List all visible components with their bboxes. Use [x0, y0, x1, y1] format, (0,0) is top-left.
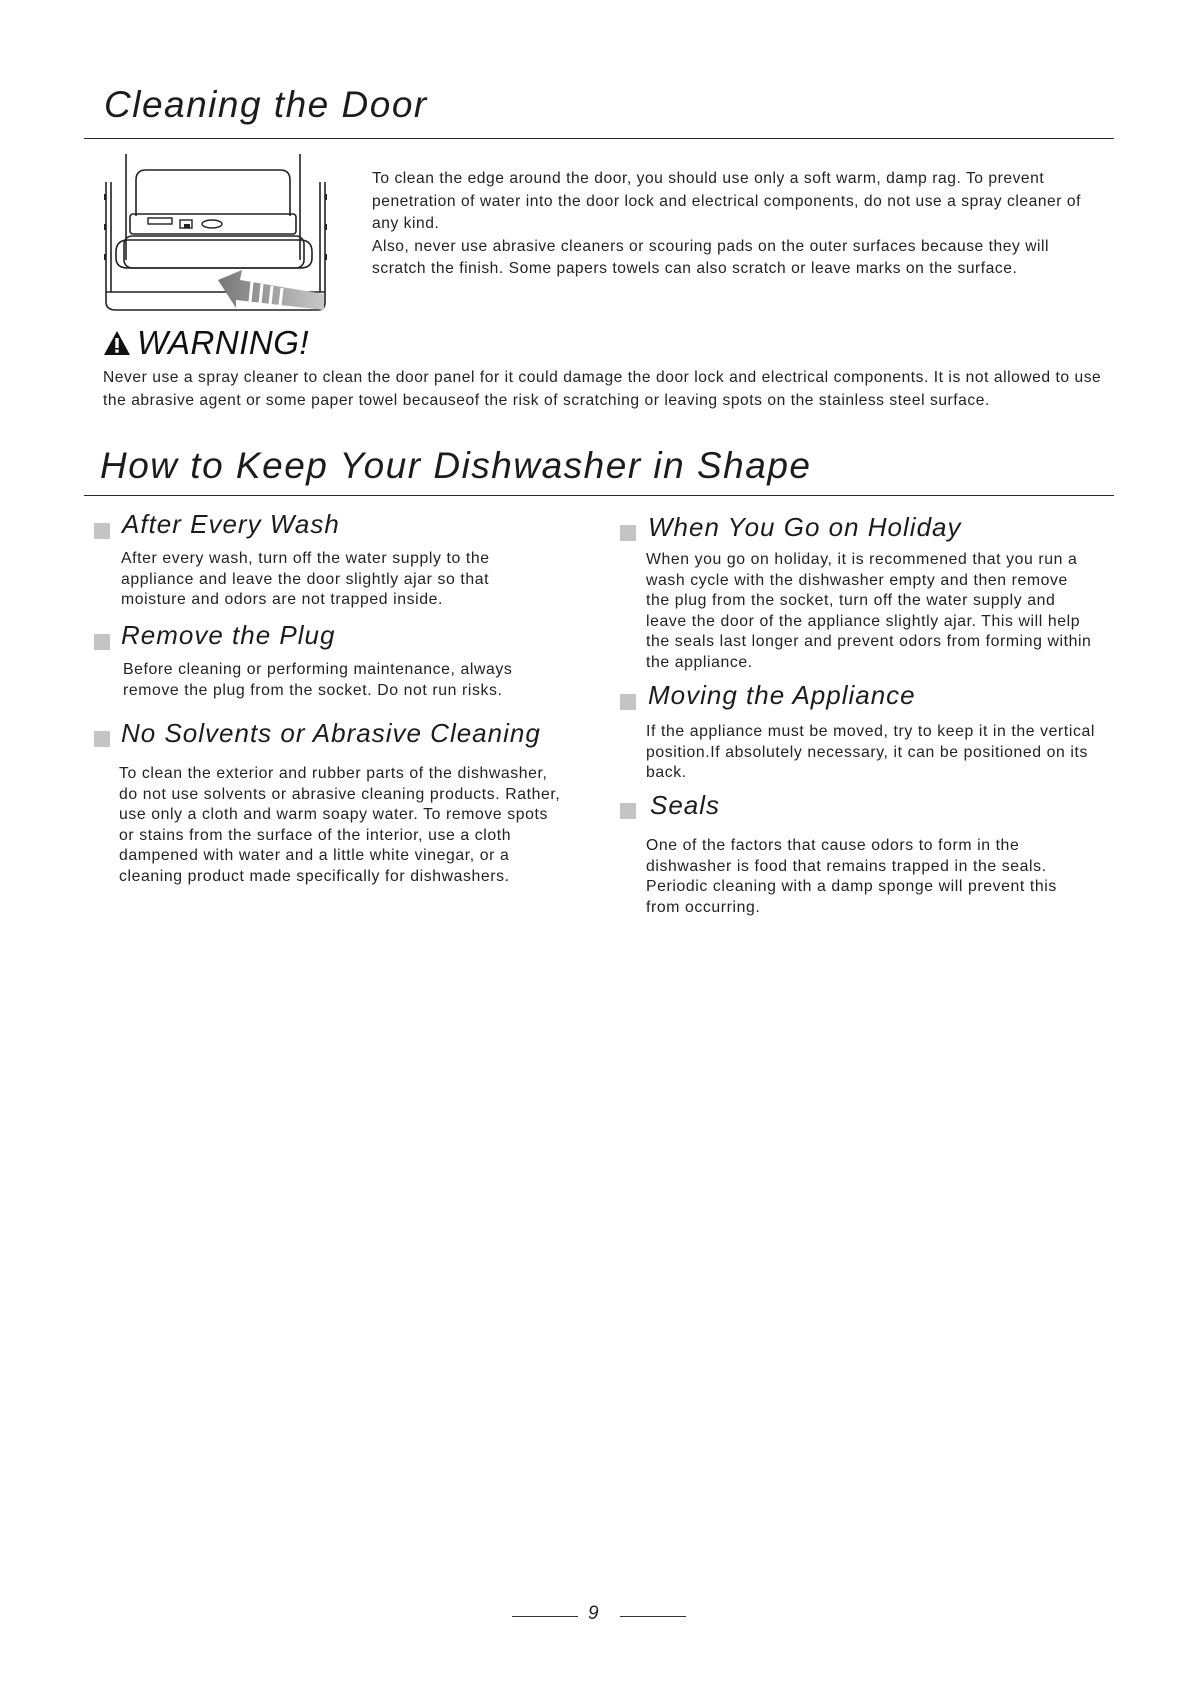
heading-after-every-wash: After Every Wash	[122, 509, 340, 539]
title-divider	[84, 138, 1114, 139]
section-title-keep-shape: How to Keep Your Dishwasher in Shape	[100, 445, 812, 486]
text-after-every-wash: After every wash, turn off the water supply to the appliance and leave the door slightly ajar so that moisture and odors are not trapped inside.	[121, 550, 490, 608]
text-moving-the-appliance: If the appliance must be moved, try to keep it in the vertical position.If absolutely necessary, it can be positioned on its back.	[646, 723, 1096, 781]
text-remove-the-plug: Before cleaning or performing maintenance, always remove the plug from the socket. Do not run risks.	[123, 661, 513, 699]
warning-text: Never use a spray cleaner to clean the door panel for it could damage the door lock and electrical components. It is not allowed to use the abrasive agent or some paper towel becauseof the risk of scratching or leaving spots on the stainless steel surface.	[103, 369, 1102, 409]
bullet-square-icon	[620, 525, 636, 541]
text-seals: One of the factors that cause odors to form in the dishwasher is food that remains trapped in the seals. Periodic cleaning with a damp sponge will prevent this from occurring.	[646, 837, 1057, 916]
warning-title: WARNING!	[137, 324, 310, 361]
bullet-square-icon	[94, 523, 110, 539]
bullet-square-icon	[620, 803, 636, 819]
page-number-line-right	[620, 1616, 686, 1617]
page-number-line-left	[512, 1616, 578, 1617]
heading-when-you-go-on-holiday: When You Go on Holiday	[648, 512, 962, 542]
heading-seals: Seals	[650, 790, 721, 820]
cleaning-door-paragraph-2: Also, never use abrasive cleaners or scouring pads on the outer surfaces because they will scratch the finish. Some papers towels can also scratch or leave marks on the surface.	[372, 237, 1050, 277]
dishwasher-door-illustration	[104, 152, 350, 328]
heading-moving-the-appliance: Moving the Appliance	[648, 680, 916, 710]
heading-remove-the-plug: Remove the Plug	[121, 620, 336, 650]
page-title-cleaning-door: Cleaning the Door	[104, 84, 428, 125]
heading-no-solvents: No Solvents or Abrasive Cleaning	[121, 718, 541, 748]
bullet-square-icon	[620, 694, 636, 710]
cleaning-door-text	[372, 168, 1102, 281]
page-number: 9	[588, 1603, 599, 1624]
warning-heading	[103, 324, 309, 362]
text-no-solvents: To clean the exterior and rubber parts of the dishwasher, do not use solvents or abrasive cleaning products. Rather, use only a cloth and warm soapy water. To remove spots or stains from the surface of the interior, use a cloth dampened with water and a little white vinegar, or a cleaning product made specifically for dishwashers.	[119, 765, 561, 885]
section-divider	[84, 495, 1114, 496]
text-when-you-go-on-holiday: When you go on holiday, it is recommened that you run a wash cycle with the dishwasher empty and then remove the plug from the socket, turn off the water supply and leave the door of the appliance slightly ajar. This will help the seals last longer and prevent odors from forming within the appliance.	[646, 551, 1092, 671]
warning-triangle-icon	[103, 330, 131, 356]
bullet-square-icon	[94, 731, 110, 747]
bullet-square-icon	[94, 634, 110, 650]
cleaning-door-paragraph-1: To clean the edge around the door, you should use only a soft warm, damp rag. To prevent penetration of water into the door lock and electrical components, do not use a spray cleaner of any kind.	[372, 170, 1081, 232]
